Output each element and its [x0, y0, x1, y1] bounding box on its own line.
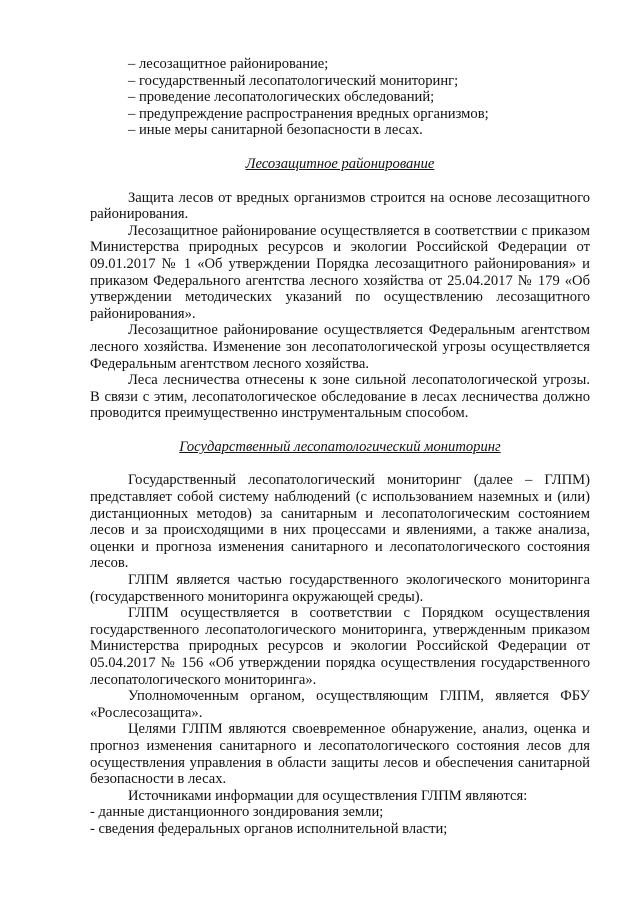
- paragraph: ГЛПМ осуществляется в соответствии с Порядком осуществления государственного лесопатологического мониторинга, утвержденным приказом Министерства природных ресурсов и экологии Российской Федерации от 05.04.2017 № 156 «Об утверждении порядка осуществления государственного лесопатологического мониторинга».: [90, 605, 590, 688]
- list-item: – иные меры санитарной безопасности в лесах.: [128, 122, 423, 139]
- paragraph: Государственный лесопатологический мониторинг (далее – ГЛПМ) представляет собой систему наблюдений (с использованием наземных и (или) дистанционных методов) за санитарным и лесопатологическим состоянием лесов и за происходящими в них процессами и явлениями, а также анализа, оценки и прогноза изменения санитарного и лесопатологического состояния лесов.: [90, 472, 590, 572]
- list-item: - данные дистанционного зондирования земли;: [90, 804, 384, 821]
- list-item: – государственный лесопатологический мониторинг;: [128, 72, 459, 89]
- paragraph: Защита лесов от вредных организмов строится на основе лесозащитного районирования.: [90, 189, 590, 223]
- paragraph: ГЛПМ является частью государственного экологического мониторинга (государственного мониторинга окружающей среды).: [90, 572, 590, 605]
- list-item: – предупреждение распространения вредных организмов;: [128, 105, 489, 122]
- list-item: – лесозащитное районирование;: [128, 56, 329, 72]
- paragraph: Леса лесничества отнесены к зоне сильной лесопатологической угрозы. В связи с этим, лесопатологическое обследование в лесах лесничества должно проводится преимущественно инструментальным способом.: [90, 372, 590, 422]
- measures-list: [90, 56, 590, 139]
- paragraph: Источниками информации для осуществления ГЛПМ являются:: [128, 787, 528, 804]
- section-zoning-body: [90, 190, 590, 422]
- list-item: - сведения федеральных органов исполнительной власти;: [90, 820, 448, 837]
- section-heading-zoning: Лесозащитное районирование: [245, 155, 435, 172]
- paragraph: Уполномоченным органом, осуществляющим ГЛПМ, является ФБУ «Рослесозащита».: [90, 688, 590, 721]
- paragraph: Лесозащитное районирование осуществляется в соответствии с приказом Министерства природных ресурсов и экологии Российской Федерации от 09.01.2017 № 1 «Об утверждении Порядка лесозащитного районирования» и приказом Федерального агентства лесного хозяйства от 25.04.2017 № 179 «Об утверждении методических указаний по осуществлению лесозащитного районирования».: [90, 222, 590, 322]
- paragraph: Лесозащитное районирование осуществляется Федеральным агентством лесного хозяйства. Изменение зон лесопатологической угрозы осуществляется Федеральным агентством лесного хозяйства.: [90, 322, 590, 372]
- document-page: [90, 56, 590, 838]
- paragraph: Целями ГЛПМ являются своевременное обнаружение, анализ, оценка и прогноз изменения санитарного и лесопатологического состояния лесов для осуществления управления в области защиты лесов и обеспечения санитарной безопасности в лесах.: [90, 721, 590, 788]
- section-monitoring-body: [90, 472, 590, 837]
- list-item: – проведение лесопатологических обследований;: [128, 89, 435, 106]
- section-heading-monitoring: Государственный лесопатологический мониторинг: [179, 438, 501, 455]
